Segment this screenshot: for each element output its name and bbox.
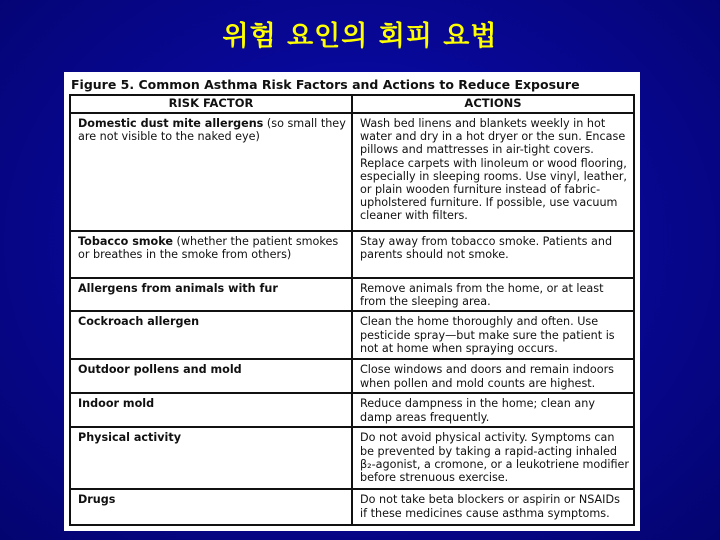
risk-factor-cell: [70, 393, 352, 427]
figure-caption: Figure 5. Common Asthma Risk Factors and Actions to Reduce Exposure: [71, 77, 580, 92]
risk-factor-cell: [70, 427, 352, 489]
action-cell: Do not avoid physical activity. Symptoms can be prevented by taking a rapid-acting inhaled β₂-agonist, a cromone, or a leukotriene modifier before strenuous exercise.: [352, 427, 634, 489]
table-row: [70, 489, 634, 525]
risk-factor-cell: [70, 231, 352, 278]
figure-panel: [64, 72, 640, 531]
action-cell: Clean the home thoroughly and often. Use pesticide spray—but make sure the patient is not at home when spraying occurs.: [352, 311, 634, 359]
risk-factor-note: (whether the patient smokes or breathes in the smoke from others): [78, 235, 339, 262]
table-row: [70, 278, 634, 311]
table-row: [70, 359, 634, 393]
risk-factor-cell: [70, 311, 352, 359]
risk-factor-table: [69, 94, 635, 526]
risk-factor-cell: [70, 113, 352, 231]
table-row: [70, 311, 634, 359]
action-cell: Remove animals from the home, or at least from the sleeping area.: [352, 278, 634, 311]
risk-factor-name: Tobacco smoke: [78, 235, 173, 248]
risk-factor-cell: [70, 359, 352, 393]
slide-title: 위험 요인의 회피 요법: [222, 21, 498, 52]
risk-factor-name: Cockroach allergen: [78, 315, 200, 329]
risk-factor-name: Allergens from animals with fur: [78, 282, 278, 295]
table-row: [70, 231, 634, 278]
action-cell: Reduce dampness in the home; clean any damp areas frequently.: [352, 393, 634, 427]
column-header-actions: ACTIONS: [352, 95, 634, 113]
risk-factor-name: Outdoor pollens and mold: [78, 363, 242, 377]
action-cell: Close windows and doors and remain indoors when pollen and mold counts are highest.: [352, 359, 634, 393]
risk-factor-cell: [70, 278, 352, 311]
risk-factor-name: Indoor mold: [78, 397, 155, 411]
action-cell: Stay away from tobacco smoke. Patients and parents should not smoke.: [352, 231, 634, 278]
risk-factor-name: Drugs: [78, 493, 116, 507]
action-cell: Wash bed linens and blankets weekly in hot water and dry in a hot dryer or the sun. Encase pillows and mattresses in air-tight covers. Replace carpets with linoleum or wood flooring, especially in sleeping rooms. Use vinyl, leather, or plain wooden furniture instead of fabric-upholstered furniture. If possible, use vacuum cleaner with filters.: [352, 113, 634, 231]
table-row: [70, 427, 634, 489]
risk-factor-note: (so small they are not visible to the naked eye): [78, 117, 346, 144]
action-cell: Do not take beta blockers or aspirin or NSAIDs if these medicines cause asthma symptoms.: [352, 489, 634, 525]
risk-factor-name: Physical activity: [78, 431, 181, 445]
column-header-risk-factor: RISK FACTOR: [70, 95, 352, 113]
table-row: [70, 393, 634, 427]
risk-factor-cell: [70, 489, 352, 525]
table-header-row: [70, 95, 634, 113]
risk-factor-name: Domestic dust mite allergens: [78, 117, 264, 130]
table-row: [70, 113, 634, 231]
